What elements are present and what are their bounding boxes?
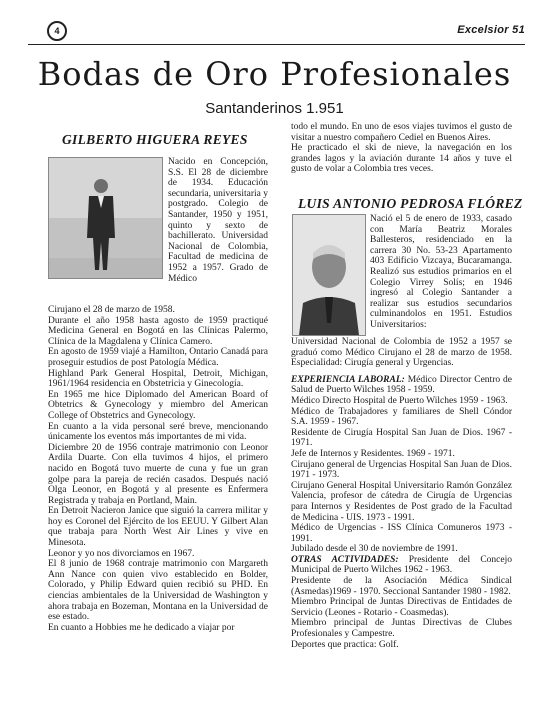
paragraph: En cuanto a Hobbies me he dedicado a viajar por bbox=[48, 622, 235, 633]
paragraph: Highland Park General Hospital, Detroit, Michigan, 1961/1964 residencia en Obstetricia y Ginecología. bbox=[48, 368, 268, 390]
person2-activities-first bbox=[291, 555, 512, 576]
magazine-logo: 4 bbox=[47, 21, 67, 41]
paragraph: todo el mundo. En uno de esos viajes tuvimos el gusto de visitar a nuestro compañero Cediel en Buenos Aires. bbox=[291, 122, 512, 143]
person1-name: GILBERTO HIGUERA REYES bbox=[62, 132, 248, 147]
person2-photo bbox=[292, 214, 366, 336]
paragraph: En 1965 me hice Diplomado del American Board of Obtetrics & Gynecology y miembro del American College of Obstetrics and Gynecology. bbox=[48, 389, 268, 421]
person2-education: Universidad Nacional de Colombia de 1952 a 1957 se graduó como Médico Cirujano el 28 de marzo de 1958. Especialidad: Cirugía general y Urgencias. bbox=[291, 337, 512, 369]
paragraph: En Detroit Nacieron Janice que siguió la carrera militar y hoy es Coronel del Ejército de los EEUU. Y Gilbert Alan que trabaja para North West Air Lines y vive en Minesota. bbox=[48, 506, 268, 549]
experience-item: Médico Director Centro de Salud de Puerto Wilches 1958 - 1959. bbox=[291, 374, 513, 396]
experience-item: Residente de Cirugía Hospital San Juan de Dios. 1967 - 1971. bbox=[291, 427, 512, 449]
header-rule bbox=[28, 44, 525, 45]
person1-body bbox=[48, 305, 268, 633]
activity-item: Presidente del Concejo Municipal de Puerto Wilches 1962 - 1963. bbox=[291, 554, 513, 576]
article-subtitle: Santanderinos 1.951 bbox=[205, 100, 344, 117]
activity-item: Miembro Principal de Juntas Directivas de Entidades de Servicio (Leones - Rotario - Coasmedas). bbox=[291, 597, 512, 618]
article-title: Bodas de Oro Profesionales bbox=[37, 55, 512, 93]
person1-continued bbox=[291, 122, 512, 175]
paragraph: En cuanto a la vida personal seré breve, mencionando únicamente los eventos más importantes de mi vida. bbox=[48, 421, 268, 443]
paragraph: Cirujano el 28 de marzo de 1958. bbox=[48, 305, 175, 315]
person1-intro-text: Nacido en Concepción, S.S. El 28 de diciembre de 1934. Educación secundaria, universitaria y postgrado. Colegio de Santander, 1950 y 1951, quinto y sexto de bachillerato. Universidad Nacional de Colombia, Facultad de medicina de 1952 a 1957. Grado de Médico bbox=[168, 157, 268, 284]
paragraph: El 8 junio de 1968 contraje matrimonio con Margareth Ann Nance con quien vivo establecido en Bolder, Colorado, y Philip Edward quien recibió su PHD. En ciencias ambientales de la Universidad de Washington y ahora trabaja en Bozeman, Montana en la Universidad de ese estado. bbox=[48, 559, 268, 623]
activity-item: Deportes que practica: Golf. bbox=[291, 639, 399, 650]
paragraph: Leonor y yo nos divorciamos en 1967. bbox=[48, 548, 195, 559]
person2-experience-first bbox=[291, 375, 512, 396]
experience-item: Médico Directo Hospital de Puerto Wilches 1959 - 1963. bbox=[291, 395, 508, 406]
activity-item: Presidente de la Asociación Médica Sindical (Asmedas)1969 - 1970. Seccional Santander 1980 - 1982. bbox=[291, 576, 512, 597]
experience-item: Jubilado desde el 30 de noviembre de 1991. bbox=[291, 544, 458, 555]
person1-intro bbox=[168, 157, 268, 284]
person2-name: LUIS ANTONIO PEDROSA FLÓREZ bbox=[298, 196, 523, 211]
person2-body bbox=[291, 337, 512, 650]
experience-item: Jefe de Internos y Residentes. 1969 - 1971. bbox=[291, 448, 455, 459]
person1-photo bbox=[48, 157, 163, 279]
experience-item: Cirujano general de Urgencias Hospital San Juan de Dios. 1971 - 1973. bbox=[291, 459, 512, 481]
paragraph: En agosto de 1959 viajé a Hamilton, Ontario Canadá para proseguir estudios de post Patología Médica. bbox=[48, 347, 268, 368]
paragraph: Durante el año 1958 hasta agosto de 1959 practiqué Medicina General en Bogotá en las Clínicas Palermo, Clínica de la Magdalena y Clínica Camero. bbox=[48, 315, 268, 347]
experience-label: EXPERIENCIA LABORAL: bbox=[291, 374, 405, 385]
experience-item: Médico de Trabajadores y familiares de Shell Cóndor S.A. 1959 - 1967. bbox=[291, 406, 512, 428]
experience-item: Médico de Urgencias - ISS Clínica Comuneros 1973 - 1991. bbox=[291, 523, 512, 544]
activity-item: Miembro principal de Juntas Directivas de Clubes Profesionales y Campestre. bbox=[291, 618, 512, 640]
person2-intro bbox=[370, 214, 512, 331]
experience-item: Cirujano General Hospital Universitario Ramón González Valencia, profesor de cátedra de Cirugía de Urgencias para Internos y Residentes de Post grado de la Facultad de Medicina - UIS. 1973 - 1991. bbox=[291, 480, 512, 523]
paragraph: He practicado el ski de nieve, la navegación en los grandes lagos y la aviación durante 14 años y tuve el gusto de volar a Colombia tres veces. bbox=[291, 143, 512, 175]
paragraph: Diciembre 20 de 1956 contraje matrimonio con Leonor Ardila Duarte. Con ella tuvimos 4 hijos, el primero nacido en Bogotá tuvo muerte de cuna y fue un gran golpe para la pareja de recién casados. Después nació Olga Leonor, en Bogotá y al presente es Enfermera Registrada y trabaja en Portland, Main. bbox=[48, 442, 268, 506]
person2-intro-text: Nació el 5 de enero de 1933, casado con María Beatriz Morales Ballesteros, residenciado en la carrera 30 No. 53-23 Apartamento 403 Edificio Vizcaya, Bucaramanga. Realizó sus estudios primarios en el Colegio Virrey Solís; en 1946 ingresó al Colegio Santander a realizar sus estudios secundarios culminandolos en 1951. Estudios Universitarios: bbox=[370, 214, 512, 330]
activities-label: OTRAS ACTIVIDADES: bbox=[291, 554, 399, 565]
running-head: Excelsior 51 bbox=[457, 24, 525, 36]
